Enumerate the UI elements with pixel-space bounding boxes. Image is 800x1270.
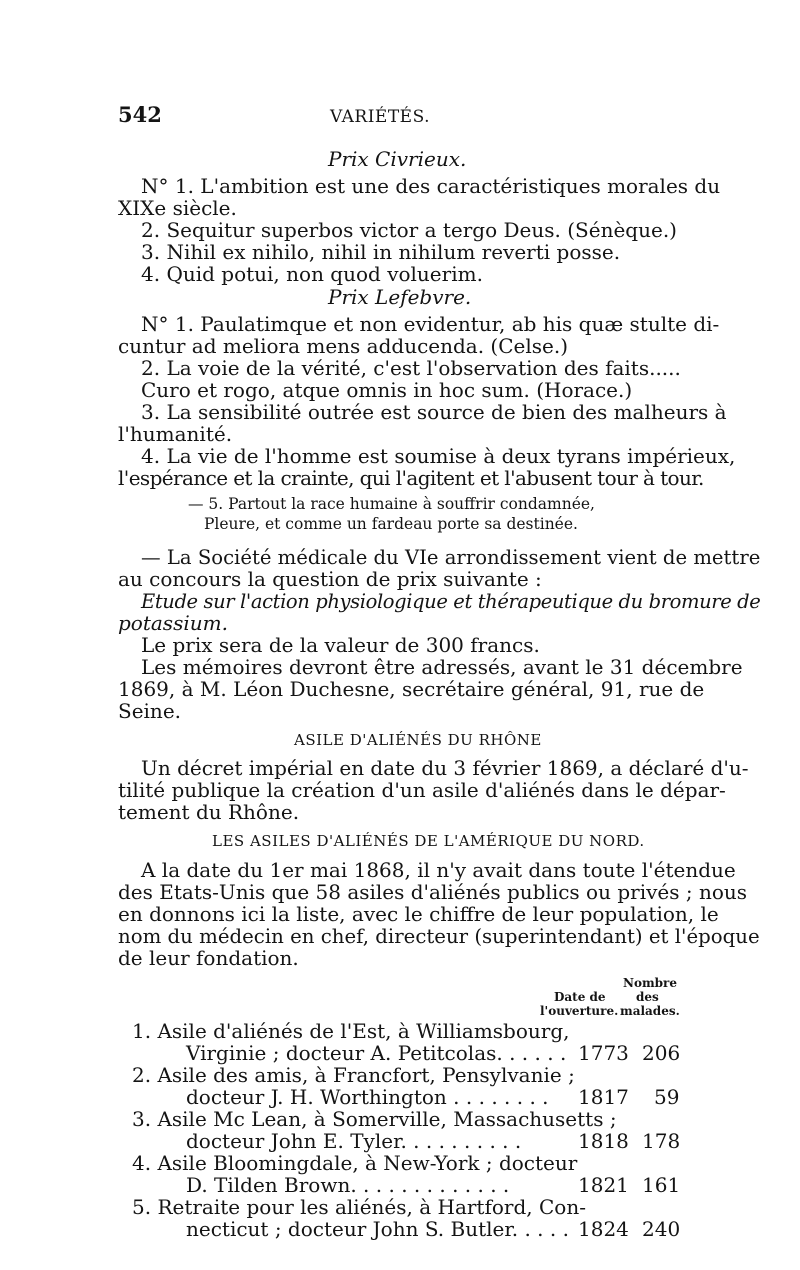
- text-line: N° 1. Paulatimque et non evidentur, ab his quæ stulte di-: [141, 312, 720, 336]
- page-number: 542: [118, 102, 162, 127]
- column-header-malades: Nombre: [623, 976, 678, 990]
- table-row-line: 3. Asile Mc Lean, à Somerville, Massachusetts ;: [132, 1107, 617, 1131]
- text-line: XIXe siècle.: [118, 196, 237, 220]
- text-line: des Etats-Unis que 58 asiles d'aliénés publics ou privés ; nous: [118, 880, 748, 904]
- table-cell-malades: 178: [642, 1129, 681, 1153]
- column-header-malades: des: [636, 990, 659, 1004]
- text-line: l'humanité.: [118, 422, 233, 446]
- table-cell-date: 1817: [578, 1085, 629, 1109]
- table-row-line: Virginie ; docteur A. Petitcolas. . . . . .: [186, 1041, 567, 1065]
- table-cell-malades: 240: [642, 1217, 681, 1241]
- section-title-prix-civrieux: Prix Civrieux.: [328, 147, 467, 171]
- column-header-date: Date de: [554, 990, 606, 1004]
- table-cell-malades: 59: [654, 1085, 680, 1109]
- text-line: Etude sur l'action physiologique et thérapeutique du bromure de: [141, 589, 761, 613]
- text-line: N° 1. L'ambition est une des caractéristiques morales du: [141, 174, 721, 198]
- column-header-malades: malades.: [620, 1004, 680, 1018]
- text-line: Curo et rogo, atque omnis in hoc sum. (Horace.): [141, 378, 633, 402]
- text-line: potassium.: [118, 611, 228, 635]
- text-line: 1869, à M. Léon Duchesne, secrétaire général, 91, rue de: [118, 677, 705, 701]
- verse-line: — 5. Partout la race humaine à souffrir condamnée,: [188, 495, 595, 513]
- text-line: tement du Rhône.: [118, 800, 300, 824]
- table-row-line: docteur John E. Tyler. . . . . . . . . .: [186, 1129, 522, 1153]
- text-line: nom du médecin en chef, directeur (superintendant) et l'époque: [118, 924, 760, 948]
- section-heading-asile-rhone: ASILE D'ALIÉNÉS DU RHÔNE: [294, 731, 542, 749]
- text-line: — La Société médicale du VIe arrondissement vient de mettre: [141, 545, 761, 569]
- running-title: VARIÉTÉS.: [330, 107, 431, 127]
- text-line: en donnons ici la liste, avec le chiffre de leur population, le: [118, 902, 719, 926]
- table-cell-date: 1818: [578, 1129, 629, 1153]
- text-line: 3. La sensibilité outrée est source de bien des malheurs à: [141, 400, 727, 424]
- text-line: l'espérance et la crainte, qui l'agitent et l'abusent tour à tour.: [118, 466, 704, 490]
- text-line: au concours la question de prix suivante :: [118, 567, 542, 591]
- table-cell-date: 1821: [578, 1173, 629, 1197]
- text-line: Le prix sera de la valeur de 300 francs.: [141, 633, 540, 657]
- text-line: A la date du 1er mai 1868, il n'y avait dans toute l'étendue: [141, 858, 736, 882]
- verse-line: Pleure, et comme un fardeau porte sa destinée.: [204, 515, 578, 533]
- text-line: 2. La voie de la vérité, c'est l'observation des faits.....: [141, 356, 681, 380]
- table-cell-malades: 161: [642, 1173, 681, 1197]
- text-line: 4. Quid potui, non quod voluerim.: [141, 262, 483, 286]
- section-title-prix-lefebvre: Prix Lefebvre.: [328, 285, 472, 309]
- table-row-line: 1. Asile d'aliénés de l'Est, à Williamsbourg,: [132, 1019, 570, 1043]
- table-cell-date: 1773: [578, 1041, 629, 1065]
- column-header-date: l'ouverture.: [540, 1004, 619, 1018]
- table-row-line: necticut ; docteur John S. Butler. . . . .: [186, 1217, 569, 1241]
- text-line: Seine.: [118, 699, 182, 723]
- table-row-line: D. Tilden Brown. . . . . . . . . . . . .: [186, 1173, 510, 1197]
- table-cell-malades: 206: [642, 1041, 681, 1065]
- text-line: 3. Nihil ex nihilo, nihil in nihilum reverti posse.: [141, 240, 621, 264]
- table-row-line: 5. Retraite pour les aliénés, à Hartford, Con-: [132, 1195, 586, 1219]
- text-line: Les mémoires devront être adressés, avant le 31 décembre: [141, 655, 743, 679]
- table-row-line: 2. Asile des amis, à Francfort, Pensylvanie ;: [132, 1063, 575, 1087]
- table-row-line: docteur J. H. Worthington . . . . . . . .: [186, 1085, 549, 1109]
- section-heading-asiles-amerique: LES ASILES D'ALIÉNÉS DE L'AMÉRIQUE DU NORD.: [212, 832, 645, 850]
- text-line: de leur fondation.: [118, 946, 299, 970]
- text-line: tilité publique la création d'un asile d'aliénés dans le dépar-: [118, 778, 726, 802]
- text-line: Un décret impérial en date du 3 février 1869, a déclaré d'u-: [141, 756, 749, 780]
- table-row-line: 4. Asile Bloomingdale, à New-York ; docteur: [132, 1151, 578, 1175]
- text-line: 4. La vie de l'homme est soumise à deux tyrans impérieux,: [141, 444, 736, 468]
- text-line: 2. Sequitur superbos victor a tergo Deus. (Sénèque.): [141, 218, 677, 242]
- text-line: cuntur ad meliora mens adducenda. (Celse.): [118, 334, 569, 358]
- table-cell-date: 1824: [578, 1217, 629, 1241]
